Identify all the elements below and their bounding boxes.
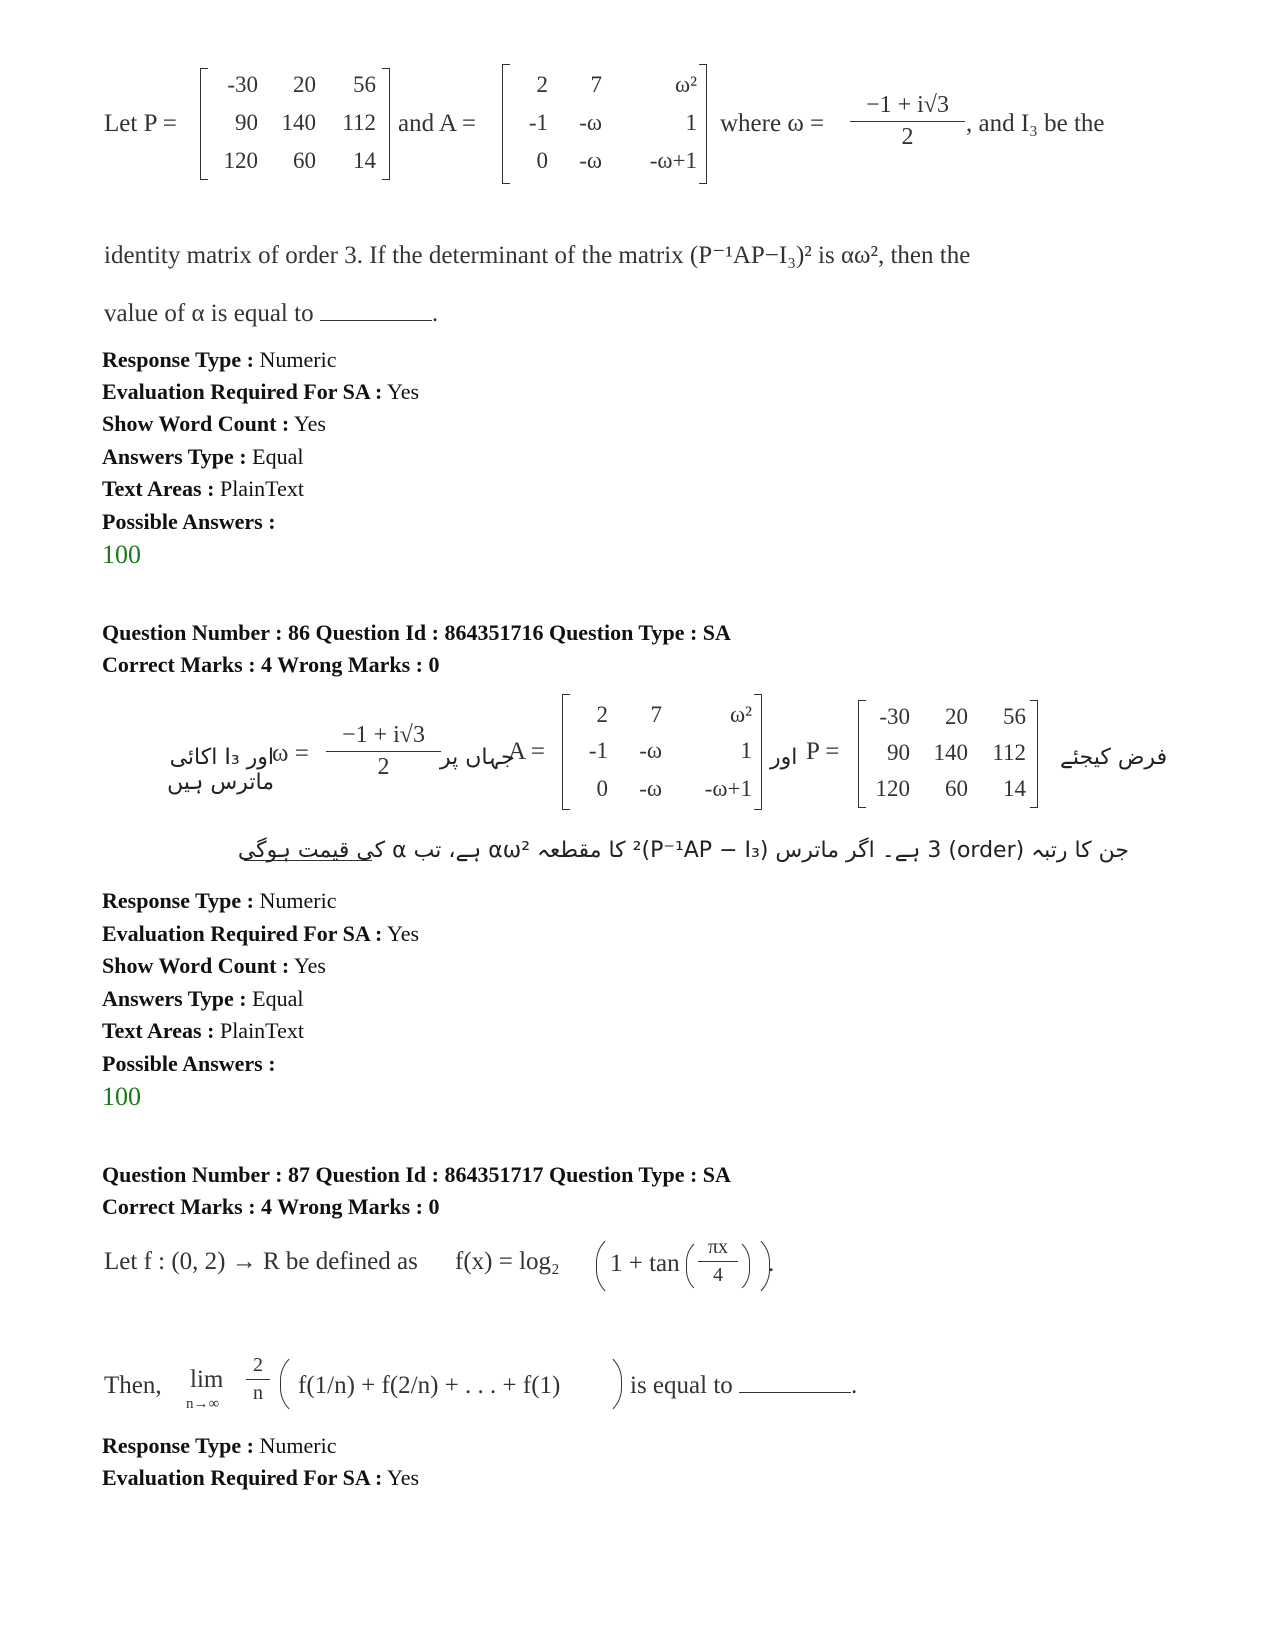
matrix-cell: 60 (945, 776, 968, 801)
omega-numerator: −1 + i√3 (866, 92, 949, 118)
matrix-cell: ω² (674, 72, 697, 97)
matrix-cell: -ω (639, 776, 662, 801)
meta-text-areas: Text Areas : PlainText (102, 476, 304, 501)
meta-answers-type: Answers Type : Equal (102, 986, 304, 1011)
matrix-cell: 0 (596, 776, 608, 801)
frac-denominator: n (253, 1382, 263, 1404)
q85-omega-fraction (850, 92, 965, 151)
matrix-cell: -1 (588, 738, 608, 763)
meta-response-type: Response Type : Numeric (102, 1433, 337, 1458)
q87-then: Then, (104, 1372, 162, 1399)
matrix-cell: ω² (729, 702, 752, 727)
matrix-cell: 7 (590, 72, 602, 97)
matrix-cell: 2 (536, 72, 548, 97)
q87-def-fx: f(x) = log₂ (455, 1248, 560, 1275)
matrix-cell: 2 (596, 702, 608, 727)
matrix-cell: 90 (235, 110, 258, 135)
q87-marks: Correct Marks : 4 Wrong Marks : 0 (102, 1194, 440, 1219)
q86-marks: Correct Marks : 4 Wrong Marks : 0 (102, 652, 440, 677)
matrix-cell: -ω (579, 148, 602, 173)
matrix-cell: 120 (223, 148, 258, 173)
matrix-cell: -ω (639, 738, 662, 763)
q86-omega-eq: ω = (272, 740, 309, 767)
matrix-cell: 0 (536, 148, 548, 173)
q85-line2: identity matrix of order 3. If the determinant of the matrix (P⁻¹AP−I₃)² is αω², then the (104, 242, 971, 269)
q87-def-inner: 1 + tan (610, 1250, 680, 1277)
matrix-cell: 140 (281, 110, 316, 135)
q87-lim-sub: n→∞ (186, 1396, 220, 1412)
q86-p-eq: P = (806, 738, 840, 765)
q87-header: Question Number : 87 Question Id : 864351717 Question Type : SA (102, 1162, 731, 1187)
matrix-cell: 14 (353, 148, 376, 173)
meta-text-areas: Text Areas : PlainText (102, 1018, 304, 1043)
matrix-cell: -30 (227, 72, 258, 97)
meta-evaluation: Evaluation Required For SA : Yes (102, 1465, 420, 1490)
possible-answer-value: 100 (102, 540, 141, 569)
q86-omega-fraction (326, 722, 441, 781)
meta-possible-answers: Possible Answers : (102, 1051, 276, 1076)
possible-answer-value: 100 (102, 1082, 141, 1111)
matrix-cell: 1 (740, 738, 752, 763)
q87-sum: f(1/n) + f(2/n) + . . . + f(1) (298, 1372, 561, 1399)
meta-response-type: Response Type : Numeric (102, 888, 337, 913)
matrix-cell: 90 (887, 740, 910, 765)
matrix-cell: 14 (1003, 776, 1026, 801)
matrix-cell: 112 (992, 740, 1026, 765)
q85-where-omega: where ω = (720, 110, 825, 137)
frac-denominator: 4 (713, 1264, 723, 1286)
q86-urdu-identity: اور I₃ اکائی ماترس ہیں (167, 745, 274, 795)
matrix-cell: 1 (685, 110, 697, 135)
matrix-cell: 56 (353, 72, 376, 97)
matrix-cell: 120 (875, 776, 910, 801)
answer-blank (739, 1392, 851, 1393)
matrix-cell: -30 (879, 704, 910, 729)
q85-line3: value of α is equal to . (104, 300, 439, 327)
matrix-cell: 140 (933, 740, 968, 765)
omega-denominator: 2 (377, 754, 390, 780)
matrix-cell: 20 (945, 704, 968, 729)
answer-blank (320, 320, 432, 321)
q87-def-prefix: Let f : (0, 2) → R be defined as (104, 1248, 418, 1275)
q86-header: Question Number : 86 Question Id : 864351716 Question Type : SA (102, 620, 731, 645)
meta-evaluation: Evaluation Required For SA : Yes (102, 921, 420, 946)
q86-a-eq: A = (508, 738, 546, 765)
q86-urdu-let: فرض کیجئے (1060, 745, 1168, 770)
omega-denominator: 2 (901, 124, 914, 150)
q85-and-i3: , and I₃ be the (966, 110, 1105, 137)
matrix-cell: -ω+1 (704, 776, 752, 801)
meta-word-count: Show Word Count : Yes (102, 411, 326, 436)
frac-numerator: 2 (253, 1354, 263, 1376)
meta-answers-type: Answers Type : Equal (102, 444, 304, 469)
q87-tail-text: is equal to (630, 1372, 733, 1399)
meta-word-count: Show Word Count : Yes (102, 953, 326, 978)
q85-a-matrix (502, 64, 707, 184)
matrix-cell: 60 (293, 148, 316, 173)
q86-urdu-where: جہاں پر (440, 745, 515, 770)
q87-tail: is equal to . (630, 1372, 858, 1399)
q87-lim: lim (190, 1366, 224, 1393)
period: . (768, 1250, 775, 1277)
q86-urdu-line2-text: جن کا رتبہ (order) 3 ہے۔ اگر ماترس (P⁻¹AP − I₃)² کا مقطعہ αω² ہے، تب α کی قیمت ہوگی (237, 838, 1129, 863)
q87-coef-fraction (246, 1354, 270, 1405)
matrix-cell: -ω+1 (649, 148, 697, 173)
meta-possible-answers: Possible Answers : (102, 509, 276, 534)
q85-let-p: Let P = (104, 110, 177, 137)
matrix-cell: -1 (528, 110, 548, 135)
matrix-cell: 112 (342, 110, 376, 135)
q85-p-matrix (200, 68, 390, 180)
matrix-cell: 56 (1003, 704, 1026, 729)
frac-numerator: πx (707, 1236, 729, 1258)
matrix-cell: 7 (650, 702, 662, 727)
meta-response-type: Response Type : Numeric (102, 347, 337, 372)
q87-def-fraction (698, 1236, 738, 1287)
q86-p-matrix (858, 700, 1038, 808)
q86-urdu-and: اور (770, 745, 798, 770)
meta-evaluation: Evaluation Required For SA : Yes (102, 379, 420, 404)
matrix-cell: 20 (293, 72, 316, 97)
matrix-cell: -ω (579, 110, 602, 135)
q85-line3-text: value of α is equal to (104, 300, 314, 327)
q86-a-matrix (562, 694, 762, 810)
omega-numerator: −1 + i√3 (342, 722, 425, 748)
q85-and-a: and A = (398, 110, 476, 137)
q86-urdu-line2 (237, 838, 1129, 874)
